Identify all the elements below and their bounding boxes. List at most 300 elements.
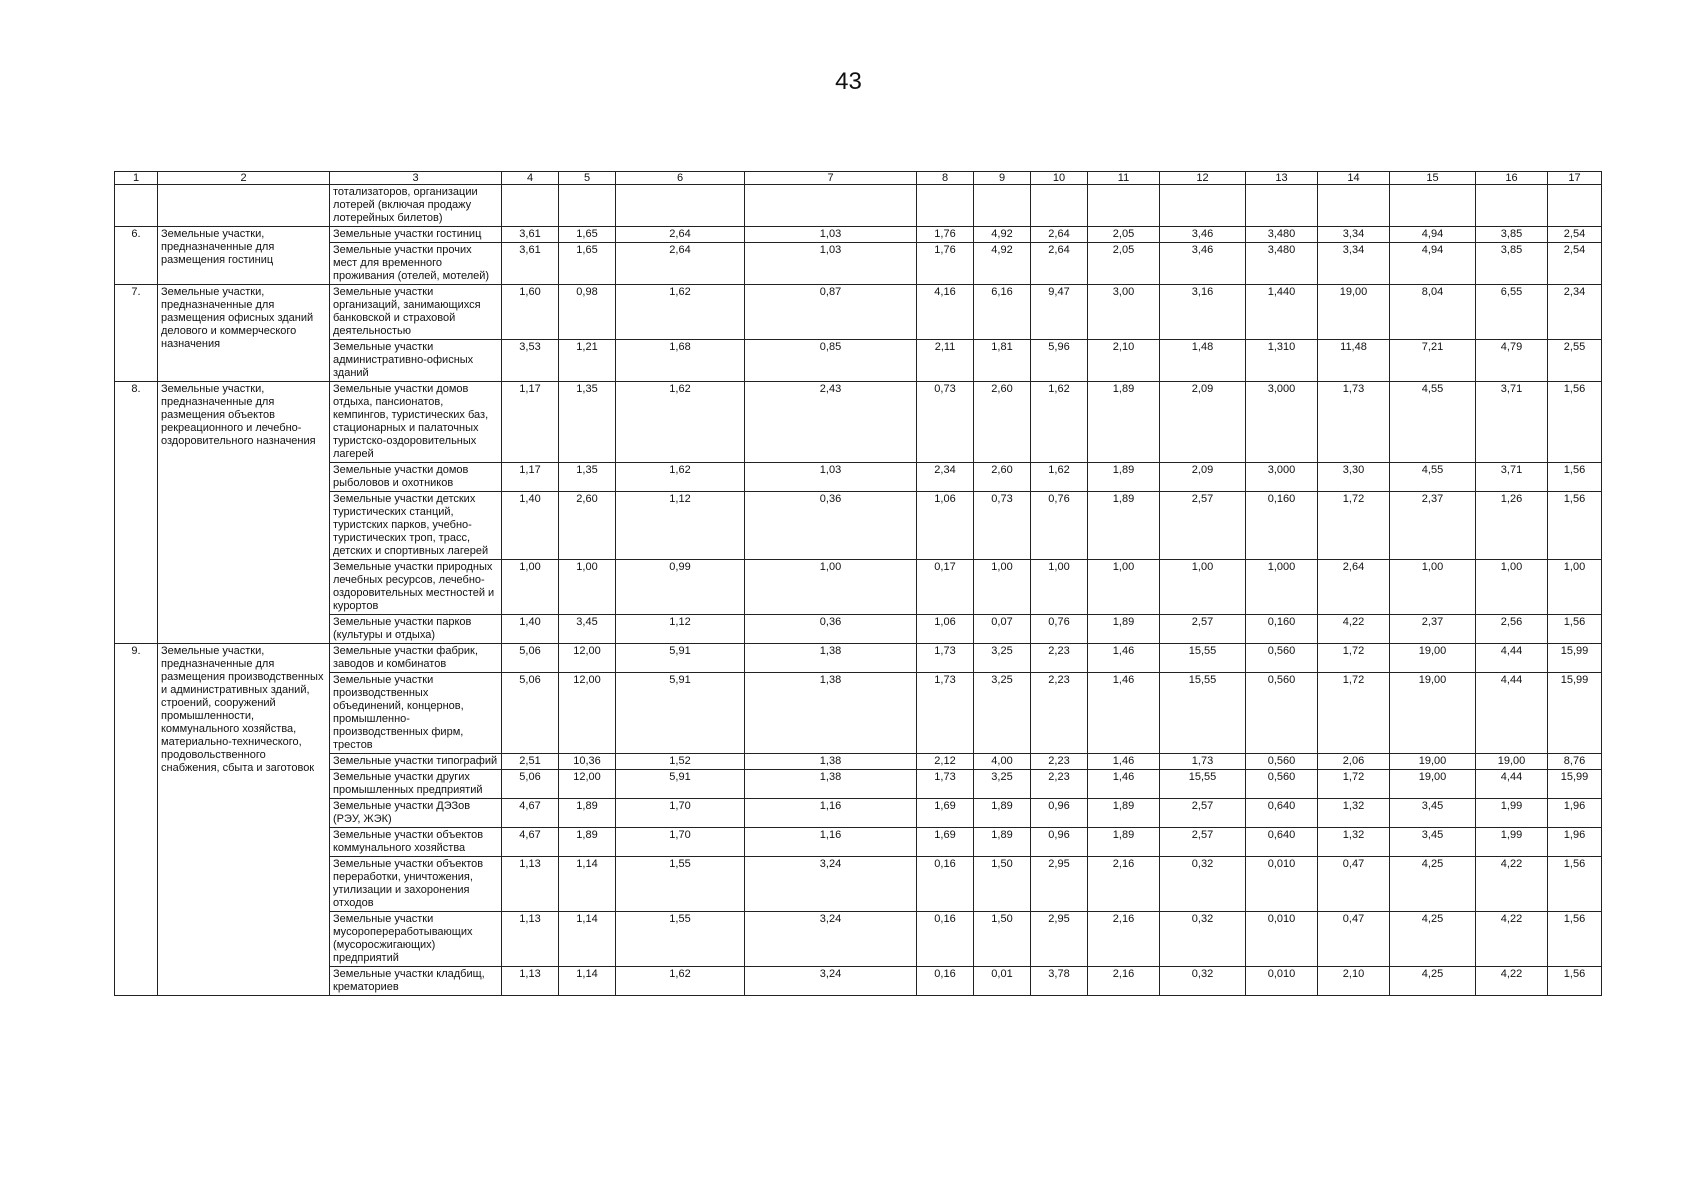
coefficient-cell: 1,46: [1088, 644, 1160, 673]
coefficient-cell: [1318, 185, 1390, 227]
coefficient-cell: 3,24: [745, 857, 917, 912]
coefficient-cell: 1,00: [1031, 560, 1088, 615]
coefficient-cell: 5,91: [616, 673, 745, 754]
coefficient-cell: 4,55: [1390, 463, 1476, 492]
coefficient-cell: 0,73: [917, 382, 974, 463]
coefficient-cell: 1,38: [745, 673, 917, 754]
coefficient-cell: 2,60: [974, 463, 1031, 492]
coefficient-cell: 1,55: [616, 912, 745, 967]
coefficient-cell: 11,48: [1318, 340, 1390, 382]
coefficient-cell: 1,35: [559, 382, 616, 463]
coefficient-cell: 3,53: [502, 340, 559, 382]
column-number-1: 1: [115, 172, 158, 185]
coefficient-cell: 1,89: [974, 799, 1031, 828]
coefficient-cell: 2,60: [974, 382, 1031, 463]
coefficient-cell: [974, 185, 1031, 227]
table-row: [115, 912, 1602, 967]
coefficient-cell: 3,45: [1390, 799, 1476, 828]
coefficient-cell: 4,25: [1390, 912, 1476, 967]
coefficient-cell: 3,85: [1476, 227, 1548, 243]
coefficient-cell: 1,06: [917, 615, 974, 644]
coefficient-cell: 1,38: [745, 770, 917, 799]
coefficient-cell: 1,56: [1548, 463, 1602, 492]
coefficient-cell: 2,57: [1160, 828, 1246, 857]
coefficient-cell: 1,72: [1318, 644, 1390, 673]
coefficient-cell: 1,26: [1476, 492, 1548, 560]
coefficient-cell: 1,99: [1476, 799, 1548, 828]
coefficient-cell: 19,00: [1390, 673, 1476, 754]
coefficient-cell: 2,37: [1390, 615, 1476, 644]
coefficient-cell: 2,64: [1031, 243, 1088, 285]
coefficient-cell: 1,32: [1318, 828, 1390, 857]
coefficient-cell: 1,65: [559, 243, 616, 285]
coefficient-cell: 3,71: [1476, 382, 1548, 463]
coefficient-cell: 3,25: [974, 770, 1031, 799]
coefficient-cell: 1,89: [1088, 828, 1160, 857]
table-row: [115, 492, 1602, 560]
coefficient-cell: 0,76: [1031, 615, 1088, 644]
coefficient-cell: 2,16: [1088, 912, 1160, 967]
land-use-description: Земельные участки объектов переработки, уничтожения, утилизации и захоронения отходов: [330, 857, 502, 912]
coefficient-cell: 2,34: [1548, 285, 1602, 340]
land-use-description: Земельные участки природных лечебных ресурсов, лечебно-оздоровительных местностей и курортов: [330, 560, 502, 615]
coefficient-cell: 3,25: [974, 644, 1031, 673]
group-name: [158, 185, 330, 227]
coefficient-cell: 0,01: [974, 967, 1031, 996]
coefficient-cell: 3,61: [502, 243, 559, 285]
coefficient-cell: 1,12: [616, 492, 745, 560]
coefficient-cell: 3,000: [1246, 463, 1318, 492]
table-row: [115, 382, 1602, 463]
table-row: [115, 615, 1602, 644]
coefficient-cell: 1,89: [1088, 799, 1160, 828]
coefficient-cell: 3,45: [1390, 828, 1476, 857]
coefficient-cell: 1,96: [1548, 828, 1602, 857]
coefficient-cell: 1,46: [1088, 673, 1160, 754]
column-number-15: 15: [1390, 172, 1476, 185]
land-use-description: Земельные участки гостиниц: [330, 227, 502, 243]
coefficient-cell: 1,62: [1031, 463, 1088, 492]
column-number-10: 10: [1031, 172, 1088, 185]
coefficient-cell: 10,36: [559, 754, 616, 770]
coefficient-cell: 1,73: [1318, 382, 1390, 463]
coefficient-cell: 4,22: [1476, 967, 1548, 996]
coefficient-cell: [1160, 185, 1246, 227]
coefficient-cell: 1,440: [1246, 285, 1318, 340]
land-use-description: Земельные участки парков (культуры и отдыха): [330, 615, 502, 644]
coefficient-cell: 6,55: [1476, 285, 1548, 340]
coefficient-cell: 1,56: [1548, 912, 1602, 967]
coefficient-cell: 1,89: [1088, 382, 1160, 463]
coefficient-cell: 4,00: [974, 754, 1031, 770]
coefficient-cell: 1,00: [1088, 560, 1160, 615]
column-number-11: 11: [1088, 172, 1160, 185]
coefficient-cell: 0,96: [1031, 828, 1088, 857]
coefficient-cell: 1,89: [559, 828, 616, 857]
coefficient-cell: [616, 185, 745, 227]
coefficient-cell: 4,22: [1476, 857, 1548, 912]
coefficient-cell: 3,34: [1318, 227, 1390, 243]
land-use-description: Земельные участки домов отдыха, пансионатов, кемпингов, туристических баз, стационарных и палаточных туристско-оздоровительных лагерей: [330, 382, 502, 463]
column-number-7: 7: [745, 172, 917, 185]
coefficient-cell: 4,25: [1390, 857, 1476, 912]
coefficient-cell: 1,14: [559, 967, 616, 996]
coefficient-cell: 0,560: [1246, 673, 1318, 754]
coefficient-cell: 3,30: [1318, 463, 1390, 492]
coefficient-cell: 15,99: [1548, 770, 1602, 799]
land-use-description: Земельные участки детских туристических станций, туристских парков, учебно-туристических троп, трасс, детских и спортивных лагерей: [330, 492, 502, 560]
coefficient-cell: 19,00: [1390, 754, 1476, 770]
coefficient-cell: 1,48: [1160, 340, 1246, 382]
coefficient-cell: 1,73: [917, 673, 974, 754]
coefficient-cell: 3,00: [1088, 285, 1160, 340]
coefficient-cell: 0,73: [974, 492, 1031, 560]
coefficient-cell: [1088, 185, 1160, 227]
coefficient-cell: 4,79: [1476, 340, 1548, 382]
coefficient-cell: 5,06: [502, 673, 559, 754]
coefficient-cell: 0,07: [974, 615, 1031, 644]
coefficient-cell: 3,78: [1031, 967, 1088, 996]
coefficient-cell: 0,160: [1246, 615, 1318, 644]
coefficient-cell: 2,16: [1088, 857, 1160, 912]
coefficient-cell: 1,00: [1548, 560, 1602, 615]
coefficient-cell: 0,16: [917, 967, 974, 996]
coefficient-cell: 3,000: [1246, 382, 1318, 463]
coefficient-cell: [1476, 185, 1548, 227]
coefficient-cell: 1,00: [1390, 560, 1476, 615]
coefficient-cell: 3,34: [1318, 243, 1390, 285]
table-row: [115, 227, 1602, 243]
coefficient-cell: [917, 185, 974, 227]
coefficient-cell: 0,76: [1031, 492, 1088, 560]
coefficient-cell: 0,17: [917, 560, 974, 615]
coefficient-cell: 0,47: [1318, 857, 1390, 912]
coefficient-cell: 1,56: [1548, 967, 1602, 996]
coefficient-cell: 1,56: [1548, 615, 1602, 644]
coefficient-cell: 15,55: [1160, 644, 1246, 673]
coefficient-cell: 2,57: [1160, 615, 1246, 644]
coefficient-cell: 1,00: [502, 560, 559, 615]
coefficient-cell: 2,10: [1088, 340, 1160, 382]
coefficient-cell: 15,99: [1548, 673, 1602, 754]
coefficient-cell: 5,96: [1031, 340, 1088, 382]
coefficient-cell: 0,85: [745, 340, 917, 382]
coefficient-cell: 1,69: [917, 799, 974, 828]
coefficient-cell: 9,47: [1031, 285, 1088, 340]
coefficient-cell: 1,62: [1031, 382, 1088, 463]
land-use-description: Земельные участки организаций, занимающихся банковской и страховой деятельностью: [330, 285, 502, 340]
coefficient-cell: 0,010: [1246, 857, 1318, 912]
coefficient-cell: 1,21: [559, 340, 616, 382]
coefficient-cell: 15,55: [1160, 673, 1246, 754]
coefficient-cell: 1,40: [502, 615, 559, 644]
coefficient-cell: 3,45: [559, 615, 616, 644]
coefficient-cell: 1,13: [502, 857, 559, 912]
coefficient-cell: 1,81: [974, 340, 1031, 382]
coefficient-cell: 2,64: [616, 243, 745, 285]
coefficient-cell: 4,92: [974, 243, 1031, 285]
column-number-12: 12: [1160, 172, 1246, 185]
coefficient-cell: 1,16: [745, 828, 917, 857]
coefficient-cell: 1,46: [1088, 770, 1160, 799]
coefficient-cell: 1,35: [559, 463, 616, 492]
coefficient-cell: 0,96: [1031, 799, 1088, 828]
coefficient-cell: [745, 185, 917, 227]
coefficient-cell: 4,16: [917, 285, 974, 340]
group-number: 9.: [115, 644, 158, 996]
coefficient-cell: 1,62: [616, 382, 745, 463]
coefficient-cell: 19,00: [1390, 644, 1476, 673]
coefficient-cell: 2,95: [1031, 912, 1088, 967]
column-number-row: [115, 172, 1602, 185]
coefficient-cell: 0,160: [1246, 492, 1318, 560]
coefficient-cell: 2,57: [1160, 799, 1246, 828]
coefficient-cell: 1,73: [917, 644, 974, 673]
coefficient-cell: 1,00: [974, 560, 1031, 615]
coefficient-cell: 1,13: [502, 967, 559, 996]
coefficient-cell: 2,43: [745, 382, 917, 463]
coefficient-cell: 2,23: [1031, 770, 1088, 799]
coefficient-cell: 3,85: [1476, 243, 1548, 285]
land-use-description: Земельные участки домов рыболовов и охотников: [330, 463, 502, 492]
column-number-17: 17: [1548, 172, 1602, 185]
coefficient-cell: [502, 185, 559, 227]
coefficient-cell: 1,06: [917, 492, 974, 560]
coefficient-cell: 3,16: [1160, 285, 1246, 340]
coefficient-cell: 4,44: [1476, 673, 1548, 754]
column-number-8: 8: [917, 172, 974, 185]
coefficient-cell: 6,16: [974, 285, 1031, 340]
coefficient-cell: 1,72: [1318, 770, 1390, 799]
coefficient-cell: 1,13: [502, 912, 559, 967]
land-use-description: Земельные участки фабрик, заводов и комбинатов: [330, 644, 502, 673]
coefficient-cell: 1,00: [1160, 560, 1246, 615]
coefficient-cell: 2,34: [917, 463, 974, 492]
coefficient-cell: 4,44: [1476, 644, 1548, 673]
coefficient-cell: 2,55: [1548, 340, 1602, 382]
coefficient-cell: 1,89: [1088, 492, 1160, 560]
coefficient-cell: 0,640: [1246, 828, 1318, 857]
coefficient-cell: 2,56: [1476, 615, 1548, 644]
column-number-6: 6: [616, 172, 745, 185]
coefficient-cell: 0,36: [745, 615, 917, 644]
coefficient-cell: 12,00: [559, 644, 616, 673]
column-number-3: 3: [330, 172, 502, 185]
coefficient-cell: 1,00: [559, 560, 616, 615]
coefficient-cell: 1,72: [1318, 673, 1390, 754]
coefficient-cell: 2,09: [1160, 382, 1246, 463]
coefficient-cell: 4,67: [502, 799, 559, 828]
coefficient-cell: 0,16: [917, 857, 974, 912]
coefficient-cell: 1,68: [616, 340, 745, 382]
group-name: Земельные участки, предназначенные для размещения производственных и административных зданий, строений, сооружений промышленности, коммунального хозяйства, материально-технического, продовольственного снабжения, сбыта и заготовок: [158, 644, 330, 996]
coefficient-cell: 7,21: [1390, 340, 1476, 382]
column-number-9: 9: [974, 172, 1031, 185]
column-number-4: 4: [502, 172, 559, 185]
coefficient-cell: 1,73: [1160, 754, 1246, 770]
coefficient-cell: 1,14: [559, 912, 616, 967]
coefficient-cell: 1,17: [502, 463, 559, 492]
coefficient-cell: 2,12: [917, 754, 974, 770]
coefficient-cell: 4,92: [974, 227, 1031, 243]
coefficient-cell: [1031, 185, 1088, 227]
coefficient-cell: 15,55: [1160, 770, 1246, 799]
coefficient-cell: 1,60: [502, 285, 559, 340]
coefficient-cell: [1390, 185, 1476, 227]
column-number-16: 16: [1476, 172, 1548, 185]
coefficient-cell: 1,50: [974, 857, 1031, 912]
land-use-description: Земельные участки объектов коммунального хозяйства: [330, 828, 502, 857]
column-number-5: 5: [559, 172, 616, 185]
coefficient-cell: 1,46: [1088, 754, 1160, 770]
coefficient-cell: 1,00: [1476, 560, 1548, 615]
coefficient-cell: 0,560: [1246, 770, 1318, 799]
coefficient-cell: [1548, 185, 1602, 227]
coefficient-cell: 1,12: [616, 615, 745, 644]
coefficient-cell: 1,70: [616, 828, 745, 857]
group-number: 7.: [115, 285, 158, 382]
coefficient-cell: 1,69: [917, 828, 974, 857]
group-name: Земельные участки, предназначенные для размещения объектов рекреационного и лечебно-оздоровительного назначения: [158, 382, 330, 644]
coefficient-cell: 0,87: [745, 285, 917, 340]
table-row: [115, 799, 1602, 828]
coefficient-cell: 2,09: [1160, 463, 1246, 492]
coefficient-cell: 1,70: [616, 799, 745, 828]
coefficient-cell: 19,00: [1318, 285, 1390, 340]
coefficient-cell: 12,00: [559, 770, 616, 799]
group-number: 6.: [115, 227, 158, 285]
table-row: [115, 285, 1602, 340]
coefficient-cell: 2,51: [502, 754, 559, 770]
table-row: [115, 673, 1602, 754]
coefficient-cell: 1,76: [917, 227, 974, 243]
coefficient-cell: 3,46: [1160, 227, 1246, 243]
coefficient-cell: 0,47: [1318, 912, 1390, 967]
coefficient-cell: 2,05: [1088, 227, 1160, 243]
table-row: [115, 644, 1602, 673]
group-number: [115, 185, 158, 227]
column-number-2: 2: [158, 172, 330, 185]
coefficient-cell: 2,23: [1031, 644, 1088, 673]
land-use-description: Земельные участки ДЭЗов (РЭУ, ЖЭК): [330, 799, 502, 828]
coefficient-cell: 4,94: [1390, 227, 1476, 243]
coefficient-cell: 3,61: [502, 227, 559, 243]
coefficient-cell: 1,17: [502, 382, 559, 463]
coefficient-cell: 2,95: [1031, 857, 1088, 912]
coefficient-cell: 2,23: [1031, 673, 1088, 754]
coefficient-cell: 3,25: [974, 673, 1031, 754]
page-number: 43: [835, 68, 862, 95]
coefficient-cell: 0,010: [1246, 912, 1318, 967]
coefficient-cell: 19,00: [1390, 770, 1476, 799]
coefficient-cell: 1,310: [1246, 340, 1318, 382]
coefficient-cell: 4,22: [1476, 912, 1548, 967]
coefficient-cell: 1,65: [559, 227, 616, 243]
land-use-description: Земельные участки типографий: [330, 754, 502, 770]
coefficient-cell: 3,71: [1476, 463, 1548, 492]
coefficient-cell: 2,64: [616, 227, 745, 243]
coefficient-cell: 4,67: [502, 828, 559, 857]
coefficient-cell: 3,24: [745, 912, 917, 967]
coefficient-cell: 1,89: [1088, 615, 1160, 644]
coefficient-cell: 4,25: [1390, 967, 1476, 996]
coefficient-cell: 0,36: [745, 492, 917, 560]
coefficient-cell: 1,89: [559, 799, 616, 828]
coefficient-cell: 4,44: [1476, 770, 1548, 799]
table-row: [115, 463, 1602, 492]
column-number-14: 14: [1318, 172, 1390, 185]
coefficient-cell: 4,55: [1390, 382, 1476, 463]
coefficient-cell: 2,64: [1318, 560, 1390, 615]
coefficient-cell: 3,480: [1246, 227, 1318, 243]
coefficient-cell: 1,38: [745, 754, 917, 770]
coefficient-cell: 1,99: [1476, 828, 1548, 857]
coefficient-cell: 0,98: [559, 285, 616, 340]
coefficient-cell: 5,91: [616, 644, 745, 673]
coefficient-cell: 1,56: [1548, 857, 1602, 912]
coefficient-cell: 0,32: [1160, 967, 1246, 996]
coefficient-cell: 1,89: [974, 828, 1031, 857]
coefficient-cell: 0,32: [1160, 857, 1246, 912]
table-row: [115, 560, 1602, 615]
coefficient-cell: 0,560: [1246, 644, 1318, 673]
coefficient-cell: 2,37: [1390, 492, 1476, 560]
table-body: [115, 185, 1602, 996]
coefficient-cell: 1,16: [745, 799, 917, 828]
coefficient-cell: 1,50: [974, 912, 1031, 967]
table-row: [115, 243, 1602, 285]
coefficient-cell: 3,480: [1246, 243, 1318, 285]
coefficient-cell: 1,89: [1088, 463, 1160, 492]
group-number: 8.: [115, 382, 158, 644]
coefficient-cell: 1,03: [745, 463, 917, 492]
coefficient-cell: 5,06: [502, 770, 559, 799]
land-use-description: Земельные участки производственных объединений, концернов, промышленно-производственных фирм, трестов: [330, 673, 502, 754]
coefficient-cell: 0,99: [616, 560, 745, 615]
group-name: Земельные участки, предназначенные для размещения офисных зданий делового и коммерческого назначения: [158, 285, 330, 382]
table-row: [115, 340, 1602, 382]
coefficient-cell: 3,46: [1160, 243, 1246, 285]
coefficient-cell: 1,00: [745, 560, 917, 615]
coefficient-cell: 0,32: [1160, 912, 1246, 967]
coefficient-cell: 1,55: [616, 857, 745, 912]
coefficient-cell: 2,11: [917, 340, 974, 382]
coefficient-cell: 8,04: [1390, 285, 1476, 340]
coefficient-cell: 1,76: [917, 243, 974, 285]
coefficient-cell: 1,62: [616, 285, 745, 340]
coefficient-cell: 8,76: [1548, 754, 1602, 770]
table-row: [115, 828, 1602, 857]
land-use-description: Земельные участки кладбищ, крематориев: [330, 967, 502, 996]
coefficient-cell: 5,91: [616, 770, 745, 799]
coefficient-cell: 1,73: [917, 770, 974, 799]
coefficient-cell: 1,72: [1318, 492, 1390, 560]
coefficient-cell: 2,57: [1160, 492, 1246, 560]
coefficient-cell: 3,24: [745, 967, 917, 996]
coefficient-cell: 2,54: [1548, 243, 1602, 285]
coefficient-cell: 1,52: [616, 754, 745, 770]
coefficient-cell: 1,38: [745, 644, 917, 673]
table-row: [115, 754, 1602, 770]
coefficient-cell: 15,99: [1548, 644, 1602, 673]
table-row: [115, 857, 1602, 912]
coefficient-cell: 1,56: [1548, 492, 1602, 560]
table-row: [115, 185, 1602, 227]
coefficient-cell: 2,54: [1548, 227, 1602, 243]
coefficient-cell: 1,03: [745, 243, 917, 285]
coefficient-cell: 0,010: [1246, 967, 1318, 996]
coefficient-cell: 1,14: [559, 857, 616, 912]
